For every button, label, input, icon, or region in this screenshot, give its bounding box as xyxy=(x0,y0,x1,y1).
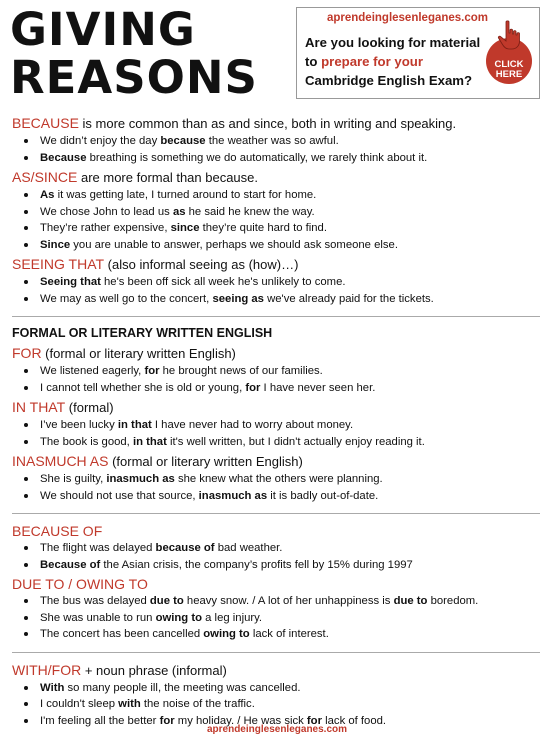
example-list xyxy=(12,274,540,307)
section-divider xyxy=(12,652,540,653)
title-line-1: GIVING xyxy=(10,3,196,56)
keyword: owing to xyxy=(203,628,250,640)
example-text: We chose John to lead us xyxy=(40,205,173,218)
example-text: She was unable to run xyxy=(40,611,156,624)
example-item xyxy=(12,204,540,221)
heading-keyword: DUE TO / OWING TO xyxy=(12,576,148,592)
heading-keyword: BECAUSE OF xyxy=(12,523,103,539)
ad-line-2 xyxy=(305,54,423,69)
example-text: I have never seen her. xyxy=(260,381,376,394)
title-line-2: REASONS xyxy=(10,51,258,104)
example-item xyxy=(12,274,540,291)
example-item xyxy=(12,417,540,434)
ad-line-1: Are you looking for material xyxy=(305,35,481,50)
example-item xyxy=(12,610,540,627)
example-text: he said he knew the way. xyxy=(185,205,315,218)
example-item xyxy=(12,488,540,505)
example-item xyxy=(12,291,540,308)
subheading: FORMAL OR LITERARY WRITTEN ENGLISH xyxy=(12,326,273,340)
example-list xyxy=(12,187,540,253)
example-list xyxy=(12,363,540,396)
example-text: heavy snow. / A lot of her unhappiness is xyxy=(183,595,394,607)
heading-keyword: BECAUSE xyxy=(12,115,79,131)
example-text: a leg injury. xyxy=(202,611,263,624)
heading-description: (formal or literary written English) xyxy=(108,454,303,469)
example-text: I have never had to worry about money. xyxy=(151,419,354,431)
example-text: we've already paid for the tickets. xyxy=(263,292,434,305)
heading-description: (formal or literary written English) xyxy=(41,346,236,361)
click-label: CLICK xyxy=(494,59,524,70)
example-text: I’ve been lucky xyxy=(40,419,118,431)
example-item xyxy=(12,220,540,237)
keyword: with xyxy=(118,698,141,710)
example-text: you are unable to answer, perhaps we should ask someone else. xyxy=(70,238,398,251)
keyword: because xyxy=(160,135,206,147)
section-heading xyxy=(12,398,540,417)
example-text: I couldn't sleep xyxy=(40,698,119,710)
example-list xyxy=(12,593,540,643)
keyword: because of xyxy=(155,542,215,554)
keyword: inasmuch as xyxy=(198,489,268,502)
ad-line-3: Cambridge English Exam? xyxy=(305,73,473,88)
example-text: bad weather. xyxy=(214,542,283,554)
example-text: she knew what the others were planning. xyxy=(174,473,383,485)
keyword: Since xyxy=(40,238,71,251)
keyword: seeing as xyxy=(212,292,264,305)
keyword: for xyxy=(144,365,160,377)
example-item xyxy=(12,540,540,557)
example-list xyxy=(12,680,540,730)
heading-description: are more formal than because. xyxy=(77,170,259,185)
section-heading xyxy=(12,522,540,540)
example-item xyxy=(12,593,540,610)
example-text: it is badly out-of-date. xyxy=(267,489,379,502)
section-heading xyxy=(12,114,540,133)
page-title xyxy=(10,3,258,104)
keyword: Because of xyxy=(40,558,101,571)
example-text: The concert has been cancelled xyxy=(40,628,204,640)
ad-line-2-prefix: to xyxy=(305,54,322,69)
example-text: so many people ill, the meeting was cancelled. xyxy=(64,681,301,694)
heading-keyword: AS/SINCE xyxy=(12,169,78,185)
heading-description: (formal) xyxy=(65,400,114,415)
here-label: HERE xyxy=(495,69,523,80)
section-heading xyxy=(12,661,540,680)
example-text: lack of food. xyxy=(321,714,387,727)
heading-keyword: IN THAT xyxy=(12,399,66,415)
example-text: the weather was so awful. xyxy=(205,135,339,147)
example-list xyxy=(12,471,540,504)
keyword: With xyxy=(40,681,65,694)
example-text: the noise of the traffic. xyxy=(140,698,255,710)
heading-keyword: SEEING THAT xyxy=(12,256,105,272)
keyword: for xyxy=(245,381,261,394)
example-text: he brought news of our families. xyxy=(159,365,323,377)
example-text: The flight was delayed xyxy=(40,542,156,554)
section-heading xyxy=(12,255,540,274)
example-text: my holiday. / He was sick xyxy=(174,714,307,727)
keyword: since xyxy=(170,222,200,234)
section-heading xyxy=(12,575,540,593)
example-item xyxy=(12,380,540,397)
example-text: We didn’t enjoy the day xyxy=(40,135,161,147)
example-item xyxy=(12,434,540,451)
heading-keyword: INASMUCH AS xyxy=(12,453,109,469)
example-list xyxy=(12,540,540,573)
example-item xyxy=(12,626,540,643)
keyword: for xyxy=(159,714,175,727)
keyword: for xyxy=(306,714,322,727)
example-list xyxy=(12,133,540,166)
keyword: As xyxy=(40,189,55,201)
example-text: it was getting late, I turned around to start for home. xyxy=(54,189,317,201)
keyword: Because xyxy=(40,151,87,164)
example-text: They’re rather expensive, xyxy=(40,222,171,234)
example-text: I'm feeling all the better xyxy=(40,714,160,727)
section-heading xyxy=(12,344,540,363)
example-text: We should not use that source, xyxy=(40,489,199,502)
example-text: I cannot tell whether she is old or young, xyxy=(40,381,246,394)
example-text: The book is good, xyxy=(40,435,133,448)
keyword: inasmuch as xyxy=(106,473,175,485)
example-item xyxy=(12,557,540,574)
example-text: it's well written, but I didn't actually enjoy reading it. xyxy=(166,435,425,448)
example-item xyxy=(12,363,540,380)
example-text: the Asian crisis, the company’s profits fell by 15% during 1997 xyxy=(100,558,413,571)
example-item xyxy=(12,471,540,488)
section-heading xyxy=(12,168,540,187)
ad-site-name: aprendeinglesenleganes.com xyxy=(326,12,489,24)
keyword: Seeing that xyxy=(40,276,101,288)
example-item xyxy=(12,237,540,254)
example-item xyxy=(12,696,540,713)
keyword: due to xyxy=(149,595,184,607)
example-text: She is guilty, xyxy=(40,473,107,485)
example-item xyxy=(12,680,540,697)
example-item xyxy=(12,150,540,167)
section-divider xyxy=(12,316,540,317)
section-divider xyxy=(12,513,540,514)
example-text: breathing is something we do automatically, we rarely think about it. xyxy=(86,151,428,164)
heading-description: + noun phrase (informal) xyxy=(81,662,227,678)
ad-line-2-highlight: prepare for your xyxy=(321,54,423,69)
example-item xyxy=(12,187,540,204)
section-heading xyxy=(12,452,540,471)
cambridge-exam-ad-banner[interactable] xyxy=(296,7,540,99)
example-text: We may as well go to the concert, xyxy=(40,292,213,305)
heading-keyword: WITH/FOR xyxy=(12,661,82,678)
example-list xyxy=(12,417,540,450)
heading-keyword: FOR xyxy=(12,345,42,361)
keyword: owing to xyxy=(155,611,202,624)
example-text: they’re quite hard to find. xyxy=(199,222,327,234)
keyword: in that xyxy=(117,419,152,431)
example-text: he's been off sick all week he's unlikely to come. xyxy=(100,276,346,288)
hand-pointer-icon xyxy=(497,20,521,50)
keyword: in that xyxy=(132,435,167,448)
grammar-content xyxy=(12,114,540,729)
keyword: due to xyxy=(393,595,428,607)
heading-description: is more common than as and since, both in writing and speaking. xyxy=(78,116,457,131)
example-text: lack of interest. xyxy=(249,628,329,640)
footer-site-name: aprendeinglesenleganes.com xyxy=(206,724,348,735)
keyword: as xyxy=(172,205,186,218)
example-text: We listened eagerly, xyxy=(40,365,145,377)
example-item xyxy=(12,133,540,150)
heading-description: (also informal seeing as (how)…) xyxy=(104,257,299,272)
example-text: boredom. xyxy=(427,595,479,607)
example-text: The bus was delayed xyxy=(40,595,150,607)
